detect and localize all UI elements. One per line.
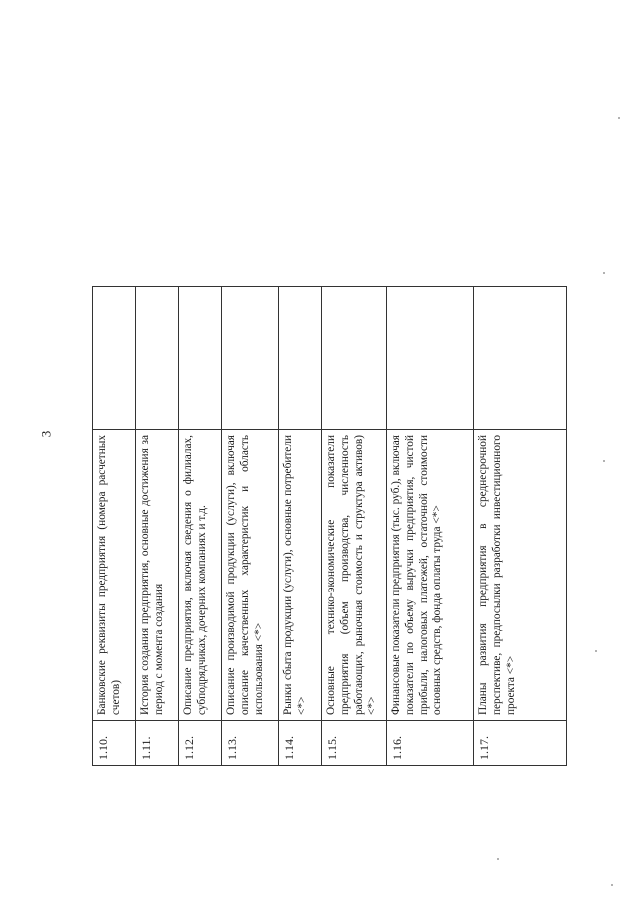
page-number: 3 — [38, 430, 54, 438]
table-row — [179, 287, 222, 766]
table-row — [222, 287, 279, 766]
row-description: История создания предприятия, основные достижения за период с момента создания — [136, 430, 179, 721]
table-row — [474, 287, 567, 766]
row-number: 1.16. — [387, 721, 474, 766]
row-description: Рынки сбыта продукции (услуги), основные потребители <*> — [279, 430, 322, 721]
scan-speck — [611, 884, 613, 886]
row-description: Основные технико-экономические показатели предприятия (объем производства, численность работающих, рыночная стоимость и структура активов) <*> — [322, 430, 387, 721]
row-description: Банковские реквизиты предприятия (номера расчетных счетов) — [93, 430, 136, 721]
rotated-table — [92, 286, 572, 766]
row-blank-cell — [93, 287, 136, 430]
row-description: Финансовые показатели предприятия (тыс. руб.), включая показатели по объему выручки предприятия, чистой прибыли, налоговых платежей, остаточной стоимости основных средств, фонда оплаты труда <*> — [387, 430, 474, 721]
scan-speck — [497, 858, 499, 860]
table-row — [93, 287, 136, 766]
row-blank-cell — [136, 287, 179, 430]
row-number: 1.10. — [93, 721, 136, 766]
row-number: 1.17. — [474, 721, 567, 766]
row-description: Описание предприятия, включая сведения о филиалах, субподрядчиках, дочерних компаниях и т.д. — [179, 430, 222, 721]
table-row — [387, 287, 474, 766]
row-blank-cell — [322, 287, 387, 430]
row-number: 1.14. — [279, 721, 322, 766]
row-number: 1.12. — [179, 721, 222, 766]
table-row — [136, 287, 179, 766]
row-blank-cell — [474, 287, 567, 430]
row-blank-cell — [387, 287, 474, 430]
row-blank-cell — [179, 287, 222, 430]
row-description: Описание производимой продукции (услуги), включая описание качественных характеристик и область использования <*> — [222, 430, 279, 721]
row-number: 1.15. — [322, 721, 387, 766]
table-row — [279, 287, 322, 766]
requirements-table — [92, 286, 567, 766]
row-blank-cell — [279, 287, 322, 430]
table-container — [92, 286, 572, 766]
scan-speck — [595, 650, 597, 652]
scan-speck — [603, 460, 605, 462]
scan-speck — [603, 272, 605, 274]
scan-speck — [618, 117, 620, 119]
row-number: 1.11. — [136, 721, 179, 766]
row-number: 1.13. — [222, 721, 279, 766]
table-row — [322, 287, 387, 766]
row-description: Планы развития предприятия в среднесрочной перспективе, предпосылки разработки инвестиционного проекта <*> — [474, 430, 567, 721]
row-blank-cell — [222, 287, 279, 430]
